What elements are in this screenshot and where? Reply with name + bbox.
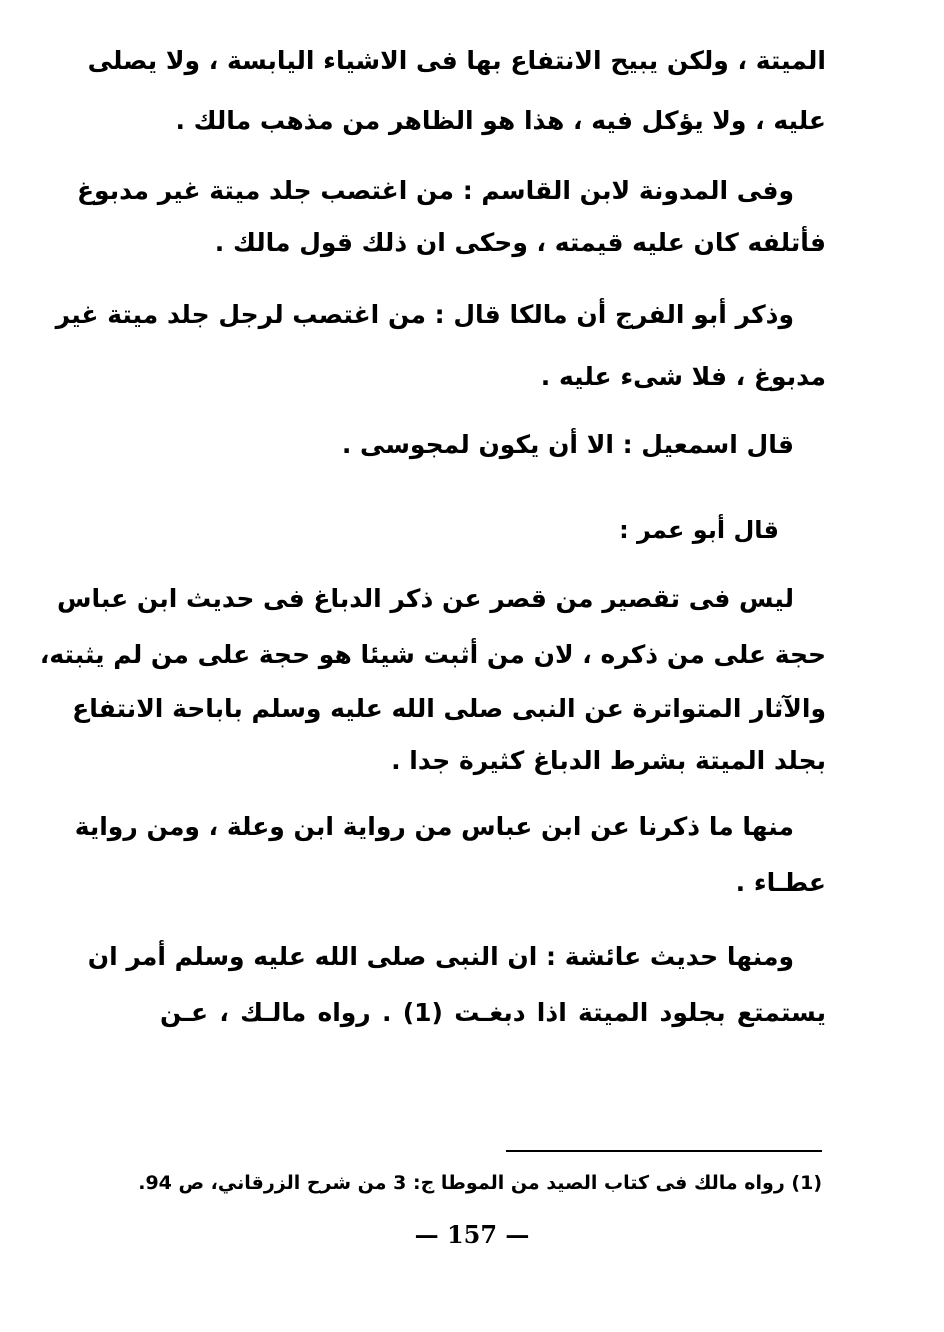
- text-line: ليس فى تقصير من قصر عن ذكر الدباغ فى حديث ابن عباس: [57, 584, 794, 613]
- text-line: ومنها حديث عائشة : ان النبى صلى الله عليه وسلم أمر ان: [87, 942, 794, 971]
- text-line: حجة على من ذكره ، لان من أثبت شيئا هو حجة على من لم يثبته،: [39, 640, 826, 669]
- text-line: وذكر أبو الفرج أن مالكا قال : من اغتصب لرجل جلد ميتة غير: [55, 300, 794, 329]
- footnote-separator: [506, 1150, 822, 1152]
- text-line: بجلد الميتة بشرط الدباغ كثيرة جدا .: [391, 746, 826, 775]
- footnote: (1) رواه مالك فى كتاب الصيد من الموطا ج: 3 من شرح الزرقاني، ص 94.: [138, 1172, 822, 1194]
- text-line: والآثار المتواترة عن النبى صلى الله عليه وسلم باباحة الانتفاع: [72, 694, 826, 723]
- text-line: وفى المدونة لابن القاسم : من اغتصب جلد ميتة غير مدبوغ: [76, 176, 794, 205]
- text-line: عطـاء .: [735, 868, 826, 897]
- text-line: عليه ، ولا يؤكل فيه ، هذا هو الظاهر من مذهب مالك .: [175, 106, 826, 135]
- page-number: — 157 —: [414, 1220, 530, 1249]
- text-line: الميتة ، ولكن يبيح الانتفاع بها فى الاشياء اليابسة ، ولا يصلى: [87, 46, 826, 75]
- text-line: منها ما ذكرنا عن ابن عباس من رواية ابن وعلة ، ومن رواية: [74, 812, 794, 841]
- section-heading: قال أبو عمر :: [619, 516, 779, 544]
- text-line: يستمتع بجلود الميتة اذا دبغـت (1) . رواه مالـك ، عـن: [160, 998, 826, 1027]
- text-line: قال اسمعيل : الا أن يكون لمجوسى .: [341, 430, 794, 459]
- text-line: مدبوغ ، فلا شىء عليه .: [540, 362, 826, 391]
- text-line: فأتلفه كان عليه قيمته ، وحكى ان ذلك قول مالك .: [214, 228, 826, 257]
